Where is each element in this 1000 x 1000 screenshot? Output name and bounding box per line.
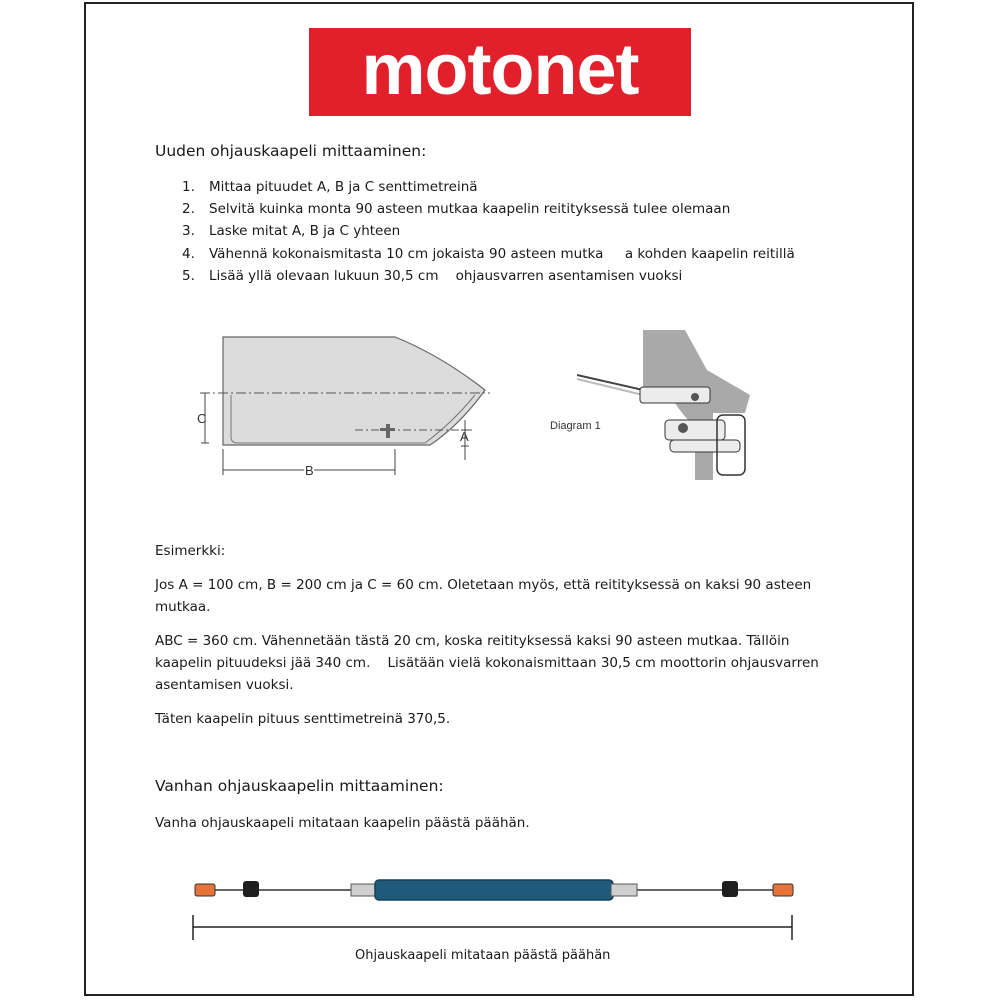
label-c: C (197, 411, 207, 426)
steps-list (182, 176, 795, 287)
cable-end-right (773, 884, 793, 896)
old-cable-text: Vanha ohjauskaapeli mitataan kaapelin päästä päähän. (155, 815, 530, 831)
motonet-logo (309, 28, 691, 116)
cable-caption: Ohjauskaapeli mitataan päästä päähän (355, 948, 611, 963)
step-item: 5. Lisää yllä olevaan lukuun 30,5 cm ohjausvarren asentamisen vuoksi (182, 267, 683, 284)
old-cable-heading: Vanhan ohjauskaapelin mittaaminen: (155, 777, 444, 795)
boat-hull (223, 337, 485, 445)
step-item: 4. Vähennä kokonaismitasta 10 cm jokaista 90 asteen mutka a kohden kaapelin reitillä (182, 245, 795, 262)
engine-diagram (545, 325, 785, 490)
example-paragraph-2: ABC = 360 cm. Vähennetään tästä 20 cm, koska reitityksessä kaksi 90 asteen mutkaa. Tällöin kaapelin pituudeksi jää 340 cm. Lisätään vielä kokonaismittaan 30,5 cm moottorin ohjausvarren asentamisen vuoksi. (155, 633, 819, 693)
diagram-label: Diagram 1 (550, 420, 601, 432)
label-b: B (305, 463, 314, 478)
logo-text: motonet (361, 30, 639, 110)
engine-housing (643, 330, 750, 480)
boat-diagram (190, 325, 500, 485)
cable-diagram (185, 872, 805, 947)
cable-clamp-right (722, 881, 738, 897)
cable-end-left (195, 884, 215, 896)
step-item: 1. Mittaa pituudet A, B ja C senttimetreinä (182, 179, 478, 195)
label-a: A (460, 429, 469, 444)
step-item: 2. Selvitä kuinka monta 90 asteen mutkaa kaapelin reitityksessä tulee olemaan (182, 201, 731, 218)
step-item: 3. Laske mitat A, B ja C yhteen (182, 223, 401, 240)
example-heading: Esimerkki: (155, 543, 226, 559)
cable-sleeve (375, 880, 613, 900)
example-paragraph-3: Täten kaapelin pituus senttimetreinä 370,5. (155, 711, 451, 727)
new-cable-heading: Uuden ohjauskaapeli mittaaminen: (155, 142, 427, 160)
cable-clamp-left (243, 881, 259, 897)
example-paragraph-1: Jos A = 100 cm, B = 200 cm ja C = 60 cm. Oletetaan myös, että reitityksessä on kaksi 90 asteen mutkaa. (155, 577, 812, 615)
